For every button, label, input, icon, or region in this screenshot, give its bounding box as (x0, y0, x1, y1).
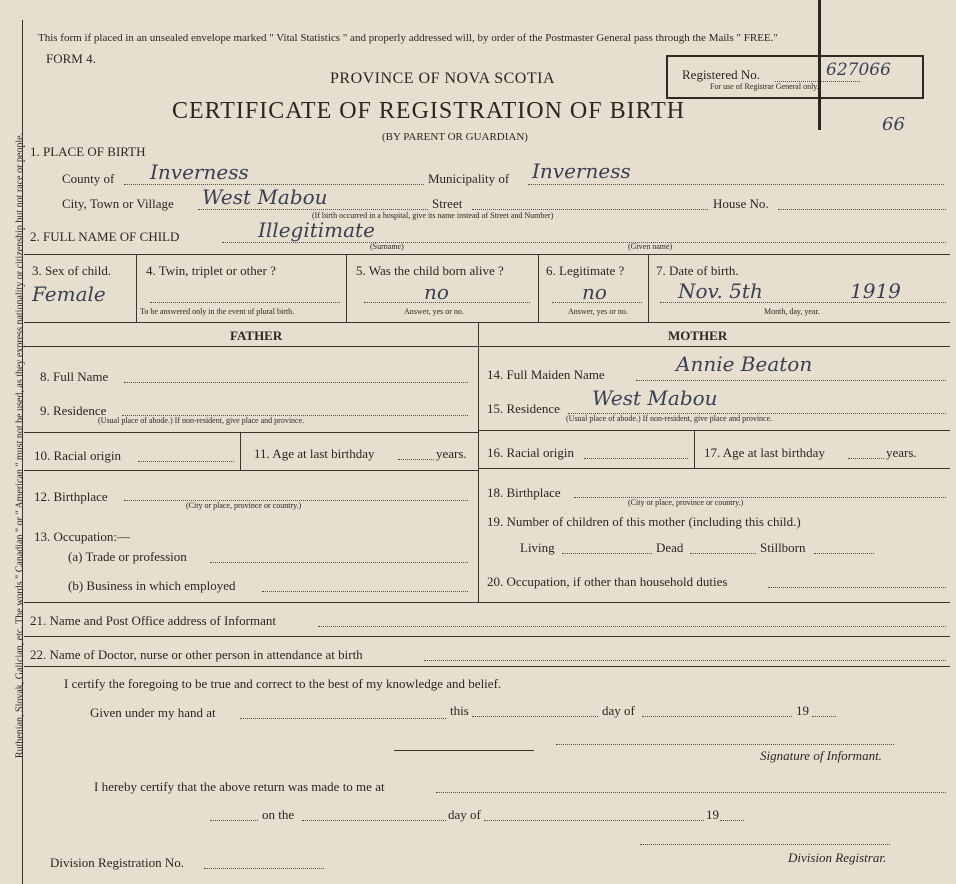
legitimate-label: 6. Legitimate ? (546, 263, 625, 278)
signature-informant-label: Signature of Informant. (760, 748, 882, 763)
mother-age-label: 17. Age at last birthday (704, 445, 825, 460)
mother-residence-value: West Mabou (592, 386, 718, 410)
registered-number: 627066 (826, 60, 891, 80)
mother-heading: MOTHER (668, 328, 728, 343)
county-value: Inverness (150, 160, 249, 184)
twin-label: 4. Twin, triplet or other ? (146, 263, 276, 278)
father-name-label: 8. Full Name (40, 369, 109, 384)
mother-name-value: Annie Beaton (676, 352, 813, 376)
mother-occupation-label: 20. Occupation, if other than household duties (487, 574, 728, 589)
mother-age-unit: years. (886, 445, 917, 460)
father-heading: FATHER (230, 328, 283, 343)
dob-note: Month, day, year. (764, 307, 820, 316)
alive-label: 5. Was the child born alive ? (356, 263, 504, 278)
father-occupation-label: 13. Occupation:— (34, 529, 131, 544)
dob-label: 7. Date of birth. (656, 263, 739, 278)
father-age-unit: years. (436, 446, 467, 461)
page-title: CERTIFICATE OF REGISTRATION OF BIRTH (172, 98, 686, 124)
child-name-value: Illegitimate (258, 218, 375, 242)
return-year-label: 19 (706, 807, 719, 822)
sex-value: Female (32, 282, 106, 306)
father-racial-label: 10. Racial origin (34, 448, 122, 463)
stillborn-label: Stillborn (760, 540, 806, 555)
father-age-label: 11. Age at last birthday (254, 446, 375, 461)
mother-birthplace-label: 18. Birthplace (487, 485, 561, 500)
informant-label: 21. Name and Post Office address of Informant (30, 613, 276, 628)
house-label: House No. (713, 196, 769, 211)
ink-mark (818, 0, 821, 130)
on-the-label: on the (262, 807, 295, 822)
sex-label: 3. Sex of child. (32, 263, 112, 278)
mother-residence-note: (Usual place of abode.) If non-resident, give place and province. (566, 414, 773, 423)
left-margin-line (22, 20, 23, 884)
top-notice: This form if placed in an unsealed envelope marked " Vital Statistics " and properly addressed will, by order of the Postmaster General pass through the Mails " FREE." (38, 32, 778, 44)
day-of-label: day of (602, 703, 635, 718)
city-label: City, Town or Village (62, 196, 174, 211)
province-heading: PROVINCE OF NOVA SCOTIA (330, 70, 556, 87)
father-trade-label: (a) Trade or profession (68, 549, 187, 564)
return-day-of-label: day of (448, 807, 481, 822)
dob-year: 1919 (850, 279, 901, 303)
street-label: Street (432, 196, 463, 211)
certify-year-label: 19 (796, 703, 809, 718)
child-name-label: 2. FULL NAME OF CHILD (30, 229, 180, 244)
this-label: this (450, 703, 469, 718)
place-of-birth-label: 1. PLACE OF BIRTH (30, 144, 146, 159)
father-residence-label: 9. Residence (40, 403, 107, 418)
certify-statement: I certify the foregoing to be true and correct to the best of my knowledge and belief. (64, 676, 502, 691)
registered-label: Registered No. (682, 67, 760, 82)
living-label: Living (520, 540, 555, 555)
hospital-note: (If birth occurred in a hospital, give its name instead of Street and Number) (312, 211, 554, 220)
given-under-label: Given under my hand at (90, 705, 216, 720)
mother-racial-label: 16. Racial origin (487, 445, 575, 460)
surname-note: (Surname) (370, 242, 404, 251)
margin-mark: 66 (882, 114, 905, 135)
mother-residence-label: 15. Residence (487, 401, 560, 416)
mother-birthplace-note: (City or place, province or country.) (628, 498, 744, 507)
dob-value: Nov. 5th (678, 279, 763, 303)
legitimate-note: Answer, yes or no. (568, 307, 628, 316)
father-birthplace-label: 12. Birthplace (34, 489, 108, 504)
county-label: County of (62, 171, 115, 186)
father-birthplace-note: (City or place, province or country.) (186, 501, 302, 510)
subtitle: (BY PARENT OR GUARDIAN) (382, 131, 528, 143)
given-name-note: (Given name) (628, 242, 673, 251)
municipality-value: Inverness (532, 159, 631, 183)
legitimate-value: no (582, 280, 607, 304)
side-note: Ruthenian, Slovak, Galician, etc. The words " Canadian " or " American " must not be used, as they express nationality or citizenship but not race or people. (14, 132, 26, 759)
father-business-label: (b) Business in which employed (68, 578, 236, 593)
division-reg-no-label: Division Registration No. (50, 855, 184, 870)
twin-note: To be answered only in the event of plural birth. (140, 307, 295, 316)
mother-children-label: 19. Number of children of this mother (including this child.) (487, 514, 801, 529)
city-value: West Mabou (202, 185, 328, 209)
doctor-label: 22. Name of Doctor, nurse or other person in attendance at birth (30, 647, 363, 662)
municipality-label: Municipality of (428, 171, 510, 186)
form-number: FORM 4. (46, 51, 96, 66)
dead-label: Dead (656, 540, 684, 555)
alive-value: no (424, 280, 449, 304)
return-statement: I hereby certify that the above return was made to me at (94, 779, 385, 794)
division-registrar-label: Division Registrar. (788, 850, 887, 865)
mother-name-label: 14. Full Maiden Name (487, 367, 605, 382)
registered-note: For use of Registrar General only. (710, 82, 819, 91)
father-residence-note: (Usual place of abode.) If non-resident, give place and province. (98, 416, 305, 425)
alive-note: Answer, yes or no. (404, 307, 464, 316)
